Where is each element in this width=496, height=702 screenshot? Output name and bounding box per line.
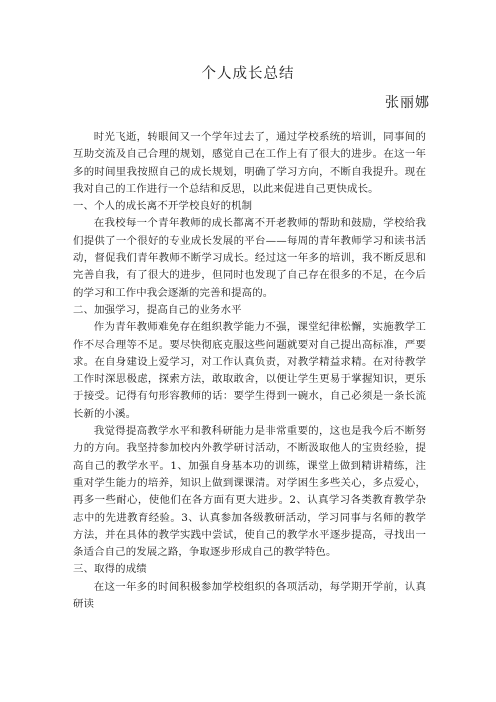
document-title: 个人成长总结: [201, 66, 295, 82]
section-heading-3: 三、取得的成绩: [73, 563, 147, 576]
paragraph-section-1: 在我校每一个青年教师的成长都离不开老教师的帮助和鼓励，学校给我们提供了一个很好的专业成长发展的平台——每周的青年教师学习和读书活动，督促我们青年教师不断学习成长。经过这一年多的培训，我不断反思和完善自我，有了很大的进步，但同时也发现了自己存在很多的不足，在今后的学习和工作中我会逐渐的完善和提高的。: [73, 217, 426, 299]
section-heading-2: 二、加强学习，提高自己的业务水平: [73, 303, 242, 316]
document-author: 张丽娜: [385, 95, 430, 111]
section-heading-1: 一、个人的成长离不开学校良好的机制: [73, 200, 253, 213]
document-body: [73, 129, 426, 613]
paragraph-intro: 时光飞逝，转眼间又一个学年过去了，通过学校系统的培训，同事间的互助交流及自己合理的规划，感觉自己在工作上有了很大的进步。在这一年多的时间里我按照自己的成长规划，明确了学习方向，不断自我提升。现在我对自己的工作进行一个总结和反思，以此来促进自己更快成长。: [73, 131, 426, 195]
paragraph-section-2a: 作为青年教师难免存在组织教学能力不强，课堂纪律松懈，实施教学工作不尽合理等不足。要尽快彻底克服这些问题就要对自己提出高标准，严要求。在自身建设上爱学习，对工作认真负责，对教学精益求精。在对待教学工作时深思极虑，探索方法，敢取敢舍，以便让学生更易于掌握知识，更乐于接受。记得有句形容教师的话：要学生得到一碗水，自己必须是一条长流长新的小溪。: [73, 321, 426, 420]
paragraph-section-2b: 我觉得提高教学水平和教科研能力是非常重要的，这也是我今后不断努力的方向。我坚持参加校内外教学研讨活动，不断汲取他人的宝贵经验，提高自己的教学水平。1、加强自身基本功的训练，课堂上做到精讲精练，注重对学生能力的培养，知识上做到课课清。对学困生多些关心，多点爱心，再多一些耐心，使他们在各方面有更大进步。2、认真学习各类教育教学杂志中的先进教育经验。3、认真参加各级教研活动，学习同事与名师的教学方法，并在具体的教学实践中尝试，使自己的教学水平逐步提高，寻找出一条适合自己的发展之路，争取逐步形成自己的教学特色。: [73, 425, 426, 559]
paragraph-section-3: 在这一年多的时间积极参加学校组织的各项活动，每学期开学前，认真研读: [73, 580, 426, 611]
